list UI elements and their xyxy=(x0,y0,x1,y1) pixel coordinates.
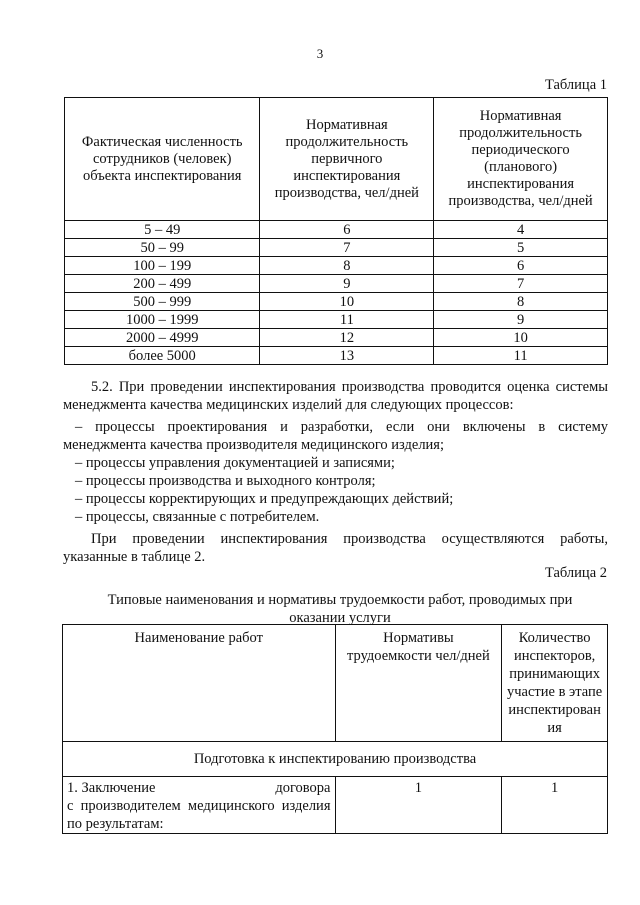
table2-row1-inspectors: 1 xyxy=(502,777,608,834)
table1-header-row xyxy=(65,98,608,221)
table2-title: Типовые наименования и нормативы трудоемкости работ, проводимых при оказании услуги xyxy=(107,592,573,626)
process-item-documentation: – процессы управления документацией и записями; xyxy=(75,455,395,471)
table-row xyxy=(65,293,608,311)
table-cell: 5 – 49 xyxy=(65,221,260,239)
table-cell: 10 xyxy=(260,293,434,311)
table-cell: 8 xyxy=(260,257,434,275)
table2-row1-name xyxy=(63,777,336,834)
table-cell: 11 xyxy=(434,347,608,365)
table-cell: 13 xyxy=(260,347,434,365)
table-cell: 12 xyxy=(260,329,434,347)
table2 xyxy=(62,624,608,834)
table-cell: 5 xyxy=(434,239,608,257)
process-item-consumer: – процессы, связанные с потребителем. xyxy=(75,509,320,525)
table2-header-row xyxy=(63,625,608,742)
section-5-2-intro: 5.2. При проведении инспектирования производства проводится оценка системы менеджмента качества медицинских изделий для следующих процессов: xyxy=(63,379,608,413)
table-row xyxy=(65,311,608,329)
table-cell: 9 xyxy=(434,311,608,329)
table-cell: более 5000 xyxy=(65,347,260,365)
table2-section-row xyxy=(63,742,608,777)
table2-header-inspectors: Количество инспекторов, принимающих участие в этапе инспектирован ия xyxy=(502,625,608,742)
table1 xyxy=(64,97,608,365)
table-row xyxy=(63,777,608,834)
table2-caption: Таблица 2 xyxy=(544,565,607,581)
table-row xyxy=(65,329,608,347)
table1-header-periodic: Нормативная продолжительность периодического (планового) инспектирования производства, чел/дней xyxy=(434,98,608,221)
table2-row1-norm: 1 xyxy=(335,777,502,834)
table-cell: 6 xyxy=(260,221,434,239)
row1-name-rest: с производителем медицинского изделия по результатам: xyxy=(67,798,331,832)
table-cell: 2000 – 4999 xyxy=(65,329,260,347)
table2-header-norms: Нормативы трудоемкости чел/дней xyxy=(335,625,502,742)
table2-section-title: Подготовка к инспектированию производства xyxy=(63,742,608,777)
process-item-production: – процессы производства и выходного контроля; xyxy=(75,473,376,489)
table-cell: 100 – 199 xyxy=(65,257,260,275)
table-cell: 8 xyxy=(434,293,608,311)
table-cell: 10 xyxy=(434,329,608,347)
table-cell: 50 – 99 xyxy=(65,239,260,257)
table2-header-work-name: Наименование работ xyxy=(63,625,336,742)
table-cell: 200 – 499 xyxy=(65,275,260,293)
table-row xyxy=(65,347,608,365)
table-cell: 9 xyxy=(260,275,434,293)
row1-name-part2: договора xyxy=(275,780,331,796)
table-cell: 11 xyxy=(260,311,434,329)
table1-header-staff: Фактическая численность сотрудников (человек) объекта инспектирования xyxy=(65,98,260,221)
table-row xyxy=(65,275,608,293)
table-cell: 500 – 999 xyxy=(65,293,260,311)
page-number: 3 xyxy=(316,46,324,61)
process-item-design: – процессы проектирования и разработки, если они включены в систему менеджмента качества производителя медицинского изделия; xyxy=(63,419,608,453)
table-cell: 4 xyxy=(434,221,608,239)
table-cell: 6 xyxy=(434,257,608,275)
row1-name-part1: 1. Заключение xyxy=(67,780,156,796)
table1-header-initial: Нормативная продолжительность первичного инспектирования производства, чел/дней xyxy=(260,98,434,221)
table-cell: 1000 – 1999 xyxy=(65,311,260,329)
table-cell: 7 xyxy=(434,275,608,293)
table-row xyxy=(65,239,608,257)
process-item-corrective: – процессы корректирующих и предупреждающих действий; xyxy=(75,491,454,507)
section-5-2-closing: При проведении инспектирования производства осуществляются работы, указанные в таблице 2. xyxy=(63,531,608,565)
table-row xyxy=(65,257,608,275)
table1-caption: Таблица 1 xyxy=(544,77,607,93)
table-cell: 7 xyxy=(260,239,434,257)
table-row xyxy=(65,221,608,239)
